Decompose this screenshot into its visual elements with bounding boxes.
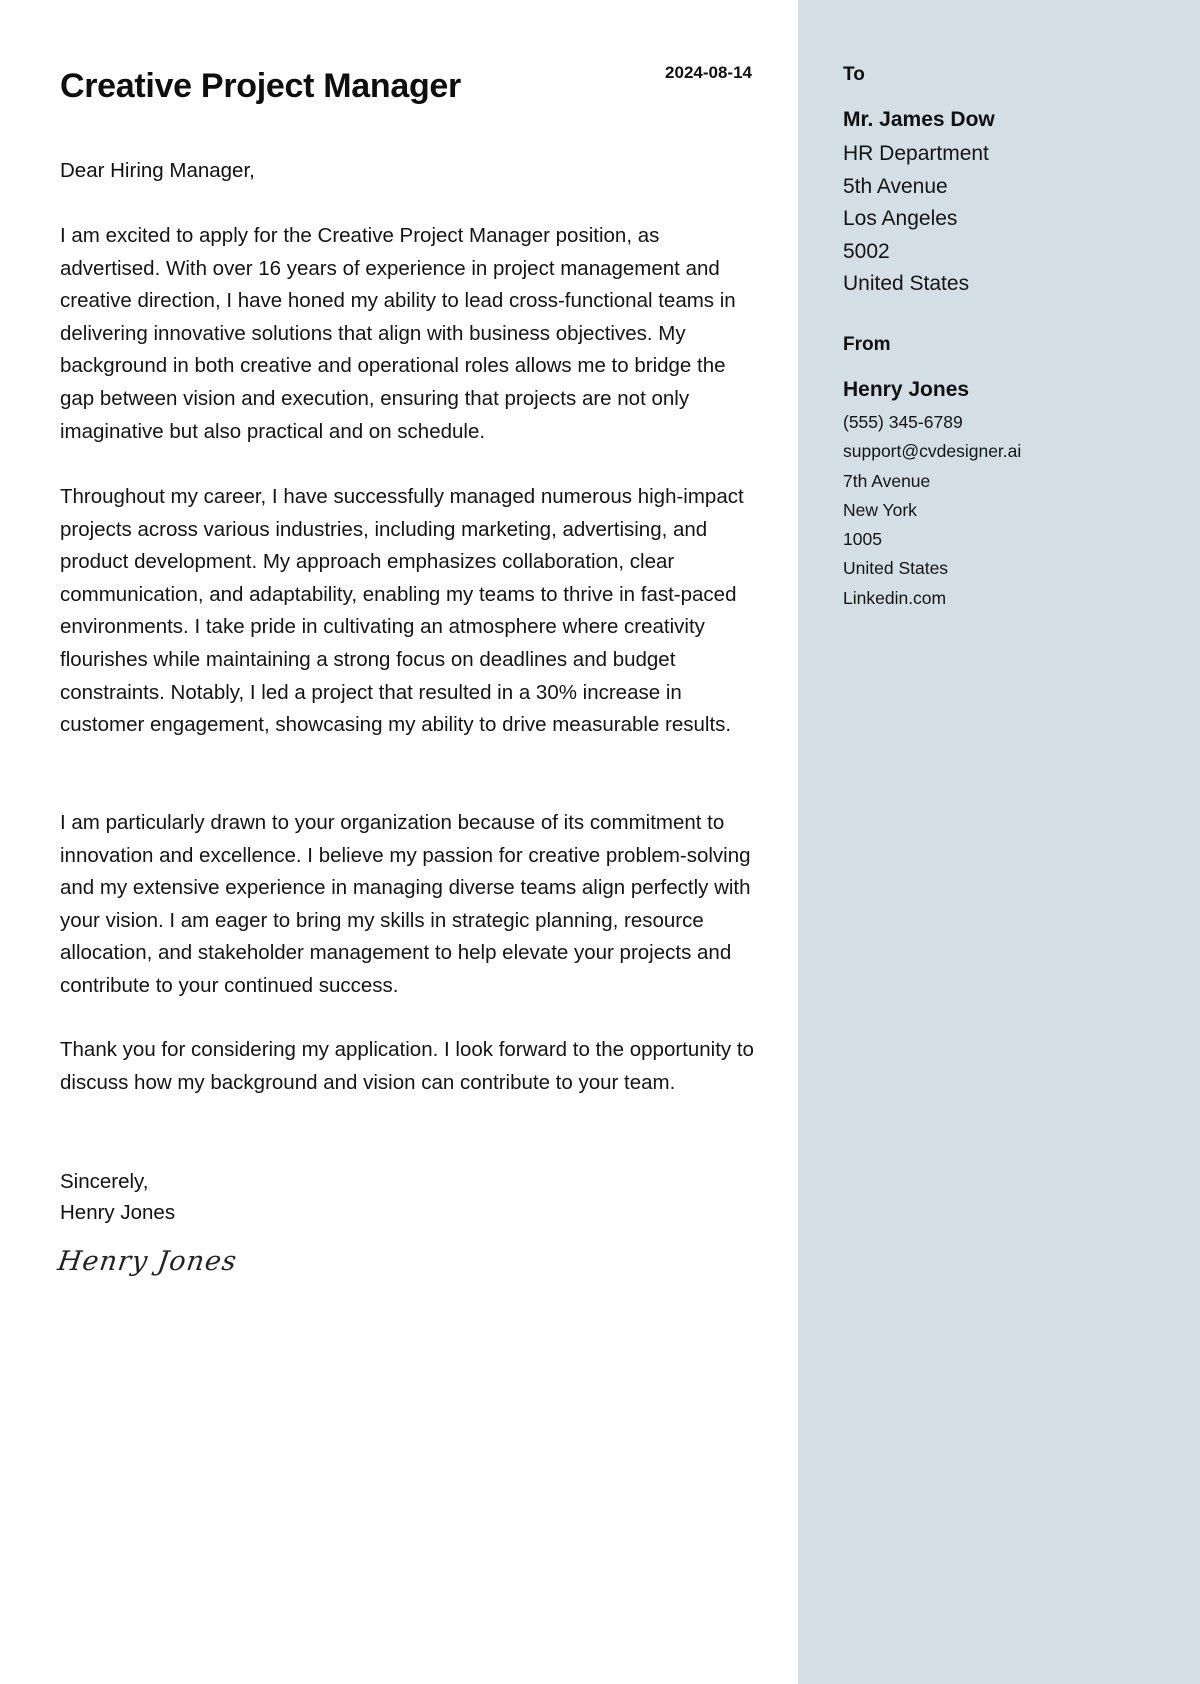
- recipient-country: United States: [843, 272, 970, 295]
- recipient-street: 5th Avenue: [843, 174, 948, 198]
- letter-paragraph: Thank you for considering my application. I look forward to the opportunity to discuss how my background and vision can contribute to your team.: [60, 1038, 754, 1094]
- sender-linkedin: Linkedin.com: [843, 587, 947, 608]
- sender-name: Henry Jones: [843, 378, 970, 401]
- handwritten-signature: Henry Jones: [55, 1246, 240, 1277]
- recipient-block: [843, 106, 995, 301]
- sender-postal-code: 1005: [843, 529, 882, 550]
- sender-block: [843, 376, 1021, 613]
- from-label: From: [843, 334, 891, 355]
- letter-closing: [60, 1166, 175, 1228]
- letter-date: 2024-08-14: [665, 63, 752, 82]
- sender-city: New York: [843, 499, 917, 520]
- recipient-name: Mr. James Dow: [843, 108, 995, 131]
- sender-phone: (555) 345-6789: [843, 412, 963, 432]
- contact-sidebar: [798, 0, 1200, 1684]
- recipient-postal-code: 5002: [843, 239, 890, 263]
- letter-paragraph: I am excited to apply for the Creative Project Manager position, as advertised. With over 16 years of experience in project management and creative direction, I have honed my ability to lead cross-functional teams in delivering innovative solutions that align with business objectives. My background in both creative and operational roles allows me to bridge the gap between vision and execution, ensuring that projects are not only imaginative but also practical and on schedule.: [60, 224, 736, 443]
- closing-salutation: Sincerely,: [60, 1170, 149, 1193]
- sender-street: 7th Avenue: [843, 470, 931, 491]
- recipient-city: Los Angeles: [843, 207, 958, 230]
- page-title: Creative Project Manager: [60, 67, 461, 105]
- letter-paragraph: I am particularly drawn to your organization because of its commitment to innovation and excellence. I believe my passion for creative problem-solving and my extensive experience in managing diverse teams align perfectly with your vision. I am eager to bring my skills in strategic planning, resource allocation, and stakeholder management to help elevate your projects and contribute to your continued success.: [60, 811, 751, 997]
- letter-paragraph: Throughout my career, I have successfully managed numerous high-impact projects across various industries, including marketing, advertising, and product development. My approach emphasizes collaboration, clear communication, and adaptability, enabling my teams to thrive in fast-paced environments. I take pride in cultivating an atmosphere where creativity flourishes while maintaining a strong focus on deadlines and budget constraints. Notably, I led a project that resulted in a 30% increase in customer engagement, showcasing my ability to drive measurable results.: [60, 485, 744, 737]
- recipient-department: HR Department: [843, 142, 989, 165]
- closing-name: Henry Jones: [60, 1201, 176, 1224]
- sender-country: United States: [843, 558, 949, 579]
- sender-email: support@cvdesigner.ai: [843, 441, 1022, 462]
- to-label: To: [843, 64, 865, 85]
- letter-greeting: Dear Hiring Manager,: [60, 159, 255, 182]
